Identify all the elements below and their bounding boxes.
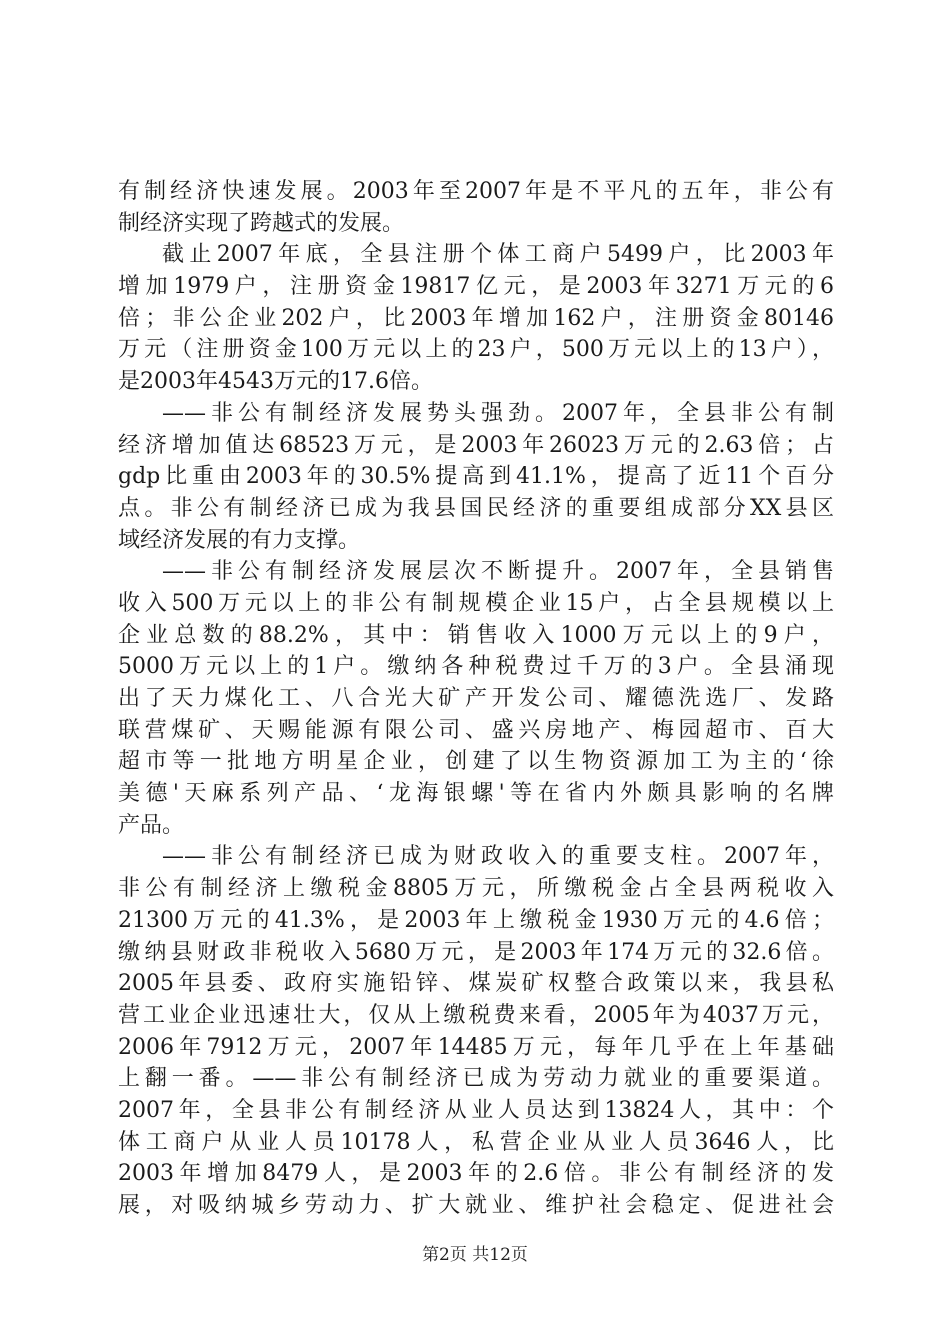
text-line: 产品。 — [118, 812, 185, 838]
text-line: ——非公有制经济已成为财政收入的重要支柱。2007年， — [162, 844, 834, 870]
text-line: 点。非公有制经济已成为我县国民经济的重要组成部分XX县区 — [118, 495, 834, 521]
text-line: 是2003年4543万元的17.6倍。 — [118, 369, 433, 395]
text-line: 出了天力煤化工、八合光大矿产开发公司、耀德洗选厂、发路 — [118, 686, 834, 711]
text-line: 增加1979户，注册资金19817亿元，是2003年3271万元的6 — [118, 274, 834, 300]
text-line: 2006年7912万元，2007年14485万元，每年几乎在上年基础 — [118, 1034, 834, 1060]
text-line: 缴纳县财政非税收入5680万元，是2003年174万元的32.6倍。 — [118, 939, 834, 965]
text-line: 制经济实现了跨越式的发展。 — [118, 210, 405, 236]
text-line: 倍；非公企业202户，比2003年增加162户，注册资金80146 — [118, 305, 834, 331]
text-line: 截止2007年底，全县注册个体工商户5499户，比2003年 — [162, 242, 834, 268]
text-line: 2005年县委、政府实施铅锌、煤炭矿权整合政策以来，我县私 — [118, 971, 834, 997]
text-line: 展，对吸纳城乡劳动力、扩大就业、维护社会稳定、促进社会 — [118, 1193, 834, 1218]
text-line: 营工业企业迅速壮大，仅从上缴税费来看，2005年为4037万元， — [118, 1002, 834, 1028]
text-line: 2007年，全县非公有制经济从业人员达到13824人，其中：个 — [118, 1097, 834, 1123]
text-line: ——非公有制经济发展层次不断提升。2007年，全县销售 — [162, 559, 834, 585]
text-line: 2003年增加8479人，是2003年的2.6倍。非公有制经济的发 — [118, 1161, 834, 1187]
text-line: 非公有制经济上缴税金8805万元，所缴税金占全县两税收入 — [118, 876, 834, 902]
text-line: 收入500万元以上的非公有制规模企业15户，占全县规模以上 — [118, 590, 834, 616]
text-line: ——非公有制经济发展势头强劲。2007年，全县非公有制 — [162, 400, 834, 426]
text-line: 美德'天麻系列产品、‘龙海银螺'等在省内外颇具影响的名牌 — [118, 781, 834, 807]
text-line: 上翻一番。——非公有制经济已成为劳动力就业的重要渠道。 — [118, 1066, 834, 1092]
text-line: 域经济发展的有力支撑。 — [118, 527, 361, 553]
page-footer: 第2页 共12页 — [422, 1245, 528, 1265]
text-line: 体工商户从业人员10178人，私营企业从业人员3646人，比 — [118, 1129, 834, 1155]
text-line: 5000万元以上的1户。缴纳各种税费过千万的3户。全县涌现 — [118, 654, 834, 680]
text-line: 有制经济快速发展。2003年至2007年是不平凡的五年，非公有 — [118, 179, 834, 204]
text-line: 联营煤矿、天赐能源有限公司、盛兴房地产、梅园超市、百大 — [118, 717, 834, 743]
body-text — [118, 176, 834, 1222]
text-line: gdp比重由2003年的30.5%提高到41.1%，提高了近11个百分 — [118, 464, 834, 490]
text-line: 21300万元的41.3%，是2003年上缴税金1930万元的4.6倍； — [118, 907, 834, 933]
text-line: 超市等一批地方明星企业，创建了以生物资源加工为主的‘徐 — [118, 749, 834, 775]
text-line: 万元（注册资金100万元以上的23户，500万元以上的13户）， — [118, 337, 834, 363]
text-line: 企业总数的88.2%，其中：销售收入1000万元以上的9户， — [118, 622, 834, 648]
text-line: 经济增加值达68523万元，是2003年26023万元的2.63倍；占 — [118, 432, 834, 458]
